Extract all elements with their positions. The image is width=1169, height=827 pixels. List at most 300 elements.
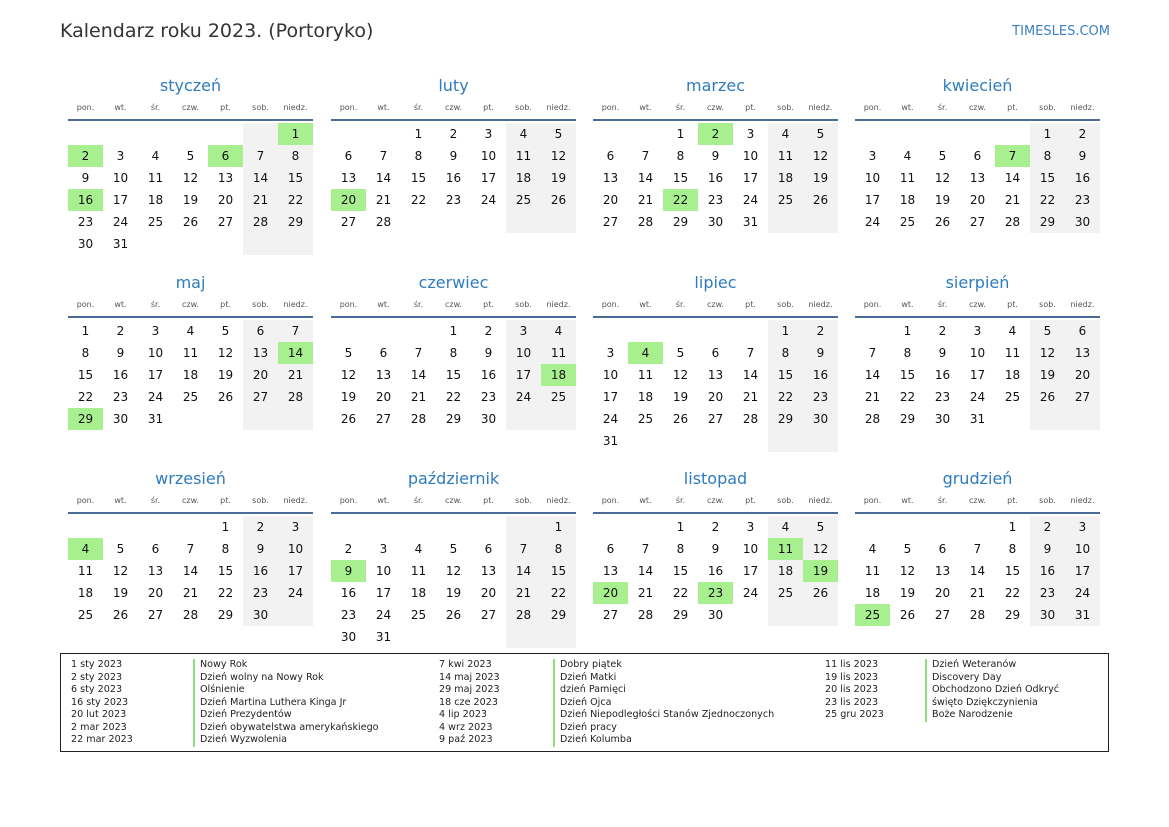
brand-link[interactable]: TIMESLES.COM — [1012, 24, 1110, 39]
holiday-name: Boże Narodzenie — [925, 709, 1013, 722]
day-cell: 22 — [768, 386, 803, 408]
empty-day-cell — [960, 516, 995, 538]
day-cell: 7 — [641, 542, 650, 556]
day-cell: 2 — [1030, 516, 1065, 538]
empty-day-cell — [138, 123, 173, 145]
day-cell: 23 — [934, 390, 951, 404]
day-cell: 4 — [506, 123, 541, 145]
weekday-header — [331, 296, 576, 318]
holiday-name: Dzień pracy — [553, 722, 617, 735]
day-cell: 12 — [182, 171, 199, 185]
holiday-name: Dzień wolny na Nowy Rok — [193, 672, 324, 685]
day-cell: 30 — [243, 604, 278, 626]
day-cell: 27 — [243, 386, 278, 408]
weekday-label: wt. — [639, 103, 652, 112]
day-cell: 28 — [278, 386, 313, 408]
day-cell: 27 — [480, 608, 497, 622]
empty-day-cell — [436, 211, 471, 233]
day-cell: 14 — [375, 171, 392, 185]
month-name: maj — [175, 273, 206, 292]
weekday-label: pon. — [863, 300, 882, 309]
holiday-date: 23 lis 2023 — [825, 696, 879, 708]
empty-day-cell — [890, 516, 925, 538]
holiday-date: 22 mar 2023 — [71, 734, 133, 745]
day-cell: 23 — [803, 386, 838, 408]
weekday-label: niedz. — [808, 103, 833, 112]
empty-day-cell — [138, 516, 173, 538]
day-cell: 28 — [243, 211, 278, 233]
day-cell: 22 — [1004, 586, 1021, 600]
holiday-day-cell: 19 — [803, 560, 838, 582]
day-cell: 7 — [278, 320, 313, 342]
day-cell: 22 — [410, 193, 427, 207]
day-cell: 31 — [112, 237, 129, 251]
day-cell: 7 — [868, 346, 877, 360]
weekday-label: wt. — [377, 496, 390, 505]
weekday-label: niedz. — [808, 300, 833, 309]
day-cell: 29 — [1004, 608, 1021, 622]
day-cell: 22 — [899, 390, 916, 404]
day-cell: 1 — [81, 324, 90, 338]
day-cell: 31 — [147, 412, 164, 426]
month-block — [331, 270, 576, 430]
day-cell: 13 — [1065, 342, 1100, 364]
day-cell: 3 — [973, 324, 982, 338]
day-cell: 15 — [77, 368, 94, 382]
day-cell: 2 — [344, 542, 353, 556]
day-cell: 3 — [746, 127, 755, 141]
empty-day-cell — [471, 626, 506, 648]
day-cell: 23 — [1030, 582, 1065, 604]
day-cell: 30 — [803, 408, 838, 430]
day-cell: 10 — [375, 564, 392, 578]
holiday-day-cell: 4 — [628, 342, 663, 364]
weekday-label: niedz. — [808, 496, 833, 505]
day-cell: 3 — [1065, 516, 1100, 538]
day-cell: 10 — [864, 171, 881, 185]
weekday-label: sob. — [515, 103, 532, 112]
day-cell: 7 — [414, 346, 423, 360]
empty-day-cell — [803, 211, 838, 233]
empty-day-cell — [331, 320, 366, 342]
day-cell: 29 — [541, 604, 576, 626]
day-cell: 4 — [541, 320, 576, 342]
holiday-day-cell: 14 — [278, 342, 313, 364]
day-cell: 27 — [934, 608, 951, 622]
holiday-date: 2 mar 2023 — [71, 721, 127, 733]
day-grid — [593, 320, 838, 452]
empty-day-cell — [768, 211, 803, 233]
day-cell: 29 — [672, 608, 689, 622]
day-cell: 8 — [1030, 145, 1065, 167]
empty-day-cell — [366, 123, 401, 145]
weekday-label: pon. — [339, 496, 358, 505]
weekday-header — [68, 99, 313, 121]
day-cell: 2 — [1065, 123, 1100, 145]
day-cell: 9 — [449, 149, 458, 163]
weekday-label: pt. — [1007, 496, 1018, 505]
day-cell: 30 — [707, 608, 724, 622]
day-cell: 18 — [410, 586, 427, 600]
day-cell: 16 — [707, 564, 724, 578]
day-cell: 6 — [711, 346, 720, 360]
day-cell: 21 — [506, 582, 541, 604]
day-cell: 15 — [541, 560, 576, 582]
weekday-label: niedz. — [546, 496, 571, 505]
weekday-label: czw. — [182, 103, 199, 112]
day-cell: 6 — [606, 542, 615, 556]
holiday-day-cell: 4 — [68, 538, 103, 560]
empty-day-cell — [698, 320, 733, 342]
holiday-date: 9 paź 2023 — [439, 734, 493, 745]
day-cell: 6 — [484, 542, 493, 556]
day-cell: 18 — [182, 368, 199, 382]
weekday-label: czw. — [182, 300, 199, 309]
day-cell: 17 — [112, 193, 129, 207]
day-cell: 9 — [116, 346, 125, 360]
holiday-day-cell: 20 — [331, 189, 366, 211]
day-cell: 27 — [375, 412, 392, 426]
weekday-header — [331, 492, 576, 514]
holiday-name: Discovery Day — [925, 672, 1001, 685]
month-block — [593, 73, 838, 233]
weekday-label: wt. — [901, 496, 914, 505]
weekday-header — [593, 296, 838, 318]
day-cell: 3 — [506, 320, 541, 342]
month-name: listopad — [683, 469, 748, 488]
holiday-day-cell: 16 — [68, 189, 103, 211]
holiday-date: 4 lip 2023 — [439, 709, 488, 720]
weekday-label: niedz. — [283, 103, 308, 112]
empty-day-cell — [208, 123, 243, 145]
weekday-label: czw. — [707, 103, 724, 112]
weekday-label: pt. — [220, 496, 231, 505]
empty-day-cell — [366, 320, 401, 342]
day-cell: 4 — [414, 542, 423, 556]
empty-day-cell — [541, 626, 576, 648]
holiday-date: 16 sty 2023 — [71, 696, 129, 708]
day-cell: 16 — [1065, 167, 1100, 189]
empty-day-cell — [995, 123, 1030, 145]
day-cell: 13 — [969, 171, 986, 185]
empty-day-cell — [138, 233, 173, 255]
empty-day-cell — [243, 123, 278, 145]
holiday-name: Nowy Rok — [193, 659, 247, 672]
holiday-date: 7 kwi 2023 — [439, 659, 492, 670]
holiday-name: Dzień Prezydentów — [193, 709, 292, 722]
day-cell: 24 — [742, 586, 759, 600]
day-cell: 24 — [278, 582, 313, 604]
empty-day-cell — [995, 408, 1030, 430]
day-grid — [331, 123, 576, 233]
weekday-label: pon. — [601, 300, 620, 309]
day-cell: 25 — [541, 386, 576, 408]
empty-day-cell — [401, 626, 436, 648]
weekday-label: sob. — [515, 496, 532, 505]
day-cell: 20 — [480, 586, 497, 600]
day-cell: 10 — [742, 542, 759, 556]
day-cell: 28 — [864, 412, 881, 426]
day-cell: 28 — [1004, 215, 1021, 229]
day-cell: 8 — [903, 346, 912, 360]
day-cell: 25 — [768, 582, 803, 604]
weekday-header — [68, 296, 313, 318]
day-cell: 19 — [1030, 364, 1065, 386]
day-cell: 9 — [81, 171, 90, 185]
day-cell: 14 — [637, 171, 654, 185]
empty-day-cell — [173, 233, 208, 255]
day-cell: 17 — [278, 560, 313, 582]
empty-day-cell — [278, 604, 313, 626]
weekday-label: czw. — [969, 496, 986, 505]
holiday-date: 11 lis 2023 — [825, 659, 879, 670]
holiday-name: Obchodzono Dzień Odkryć — [925, 684, 1059, 697]
day-cell: 7 — [186, 542, 195, 556]
holiday-name: dzień Pamięci — [553, 684, 626, 697]
day-cell: 23 — [445, 193, 462, 207]
day-cell: 10 — [112, 171, 129, 185]
empty-day-cell — [1030, 408, 1065, 430]
day-cell: 19 — [445, 586, 462, 600]
day-cell: 27 — [707, 412, 724, 426]
day-cell: 13 — [217, 171, 234, 185]
holiday-day-cell: 2 — [698, 123, 733, 145]
day-cell: 7 — [641, 149, 650, 163]
day-cell: 15 — [1004, 564, 1021, 578]
day-cell: 2 — [803, 320, 838, 342]
day-cell: 29 — [278, 211, 313, 233]
day-cell: 17 — [864, 193, 881, 207]
day-cell: 8 — [768, 342, 803, 364]
day-cell: 29 — [768, 408, 803, 430]
day-cell: 21 — [637, 193, 654, 207]
empty-day-cell — [243, 233, 278, 255]
day-grid — [855, 123, 1100, 233]
day-cell: 3 — [606, 346, 615, 360]
weekday-label: czw. — [445, 496, 462, 505]
weekday-label: sob. — [252, 300, 269, 309]
weekday-label: wt. — [114, 496, 127, 505]
weekday-label: pt. — [1007, 103, 1018, 112]
day-cell: 20 — [707, 390, 724, 404]
day-cell: 11 — [899, 171, 916, 185]
empty-day-cell — [925, 516, 960, 538]
weekday-label: pt. — [745, 103, 756, 112]
day-cell: 14 — [864, 368, 881, 382]
day-cell: 26 — [541, 189, 576, 211]
weekday-label: niedz. — [283, 300, 308, 309]
month-name: kwiecień — [942, 76, 1013, 95]
day-cell: 28 — [969, 608, 986, 622]
weekday-label: śr. — [937, 103, 948, 112]
day-cell: 26 — [899, 608, 916, 622]
day-cell: 19 — [541, 167, 576, 189]
weekday-label: sob. — [515, 300, 532, 309]
empty-day-cell — [663, 320, 698, 342]
holiday-name: Dzień Martina Luthera Kinga Jr — [193, 697, 346, 710]
empty-day-cell — [733, 430, 768, 452]
day-cell: 22 — [77, 390, 94, 404]
weekday-label: pt. — [745, 496, 756, 505]
day-cell: 11 — [147, 171, 164, 185]
day-cell: 21 — [182, 586, 199, 600]
day-cell: 2 — [243, 516, 278, 538]
month-block — [68, 73, 313, 255]
day-cell: 20 — [375, 390, 392, 404]
day-cell: 22 — [445, 390, 462, 404]
day-cell: 2 — [711, 520, 720, 534]
day-cell: 27 — [1065, 386, 1100, 408]
day-cell: 2 — [484, 324, 493, 338]
day-cell: 28 — [742, 412, 759, 426]
day-cell: 17 — [1065, 560, 1100, 582]
empty-day-cell — [593, 320, 628, 342]
weekday-label: pt. — [1007, 300, 1018, 309]
holiday-date: 4 wrz 2023 — [439, 721, 493, 733]
weekday-label: sob. — [777, 103, 794, 112]
weekday-label: śr. — [413, 103, 424, 112]
empty-day-cell — [960, 123, 995, 145]
month-block — [331, 73, 576, 233]
weekday-label: sob. — [1039, 103, 1056, 112]
day-cell: 24 — [864, 215, 881, 229]
day-cell: 24 — [969, 390, 986, 404]
empty-day-cell — [803, 430, 838, 452]
empty-day-cell — [173, 123, 208, 145]
day-cell: 3 — [379, 542, 388, 556]
empty-day-cell — [436, 516, 471, 538]
day-cell: 7 — [506, 538, 541, 560]
day-cell: 6 — [938, 542, 947, 556]
day-cell: 6 — [243, 320, 278, 342]
weekday-label: pon. — [76, 496, 95, 505]
day-cell: 27 — [340, 215, 357, 229]
day-cell: 26 — [1030, 386, 1065, 408]
day-cell: 29 — [1030, 211, 1065, 233]
day-cell: 5 — [344, 346, 353, 360]
day-cell: 19 — [340, 390, 357, 404]
day-cell: 17 — [742, 564, 759, 578]
weekday-label: śr. — [413, 496, 424, 505]
day-cell: 26 — [112, 608, 129, 622]
weekday-label: wt. — [901, 103, 914, 112]
day-grid — [855, 516, 1100, 626]
holiday-day-cell: 1 — [278, 123, 313, 145]
day-cell: 13 — [602, 564, 619, 578]
day-cell: 5 — [903, 542, 912, 556]
day-cell: 9 — [484, 346, 493, 360]
day-cell: 18 — [864, 586, 881, 600]
day-cell: 12 — [541, 145, 576, 167]
day-cell: 3 — [116, 149, 125, 163]
day-cell: 19 — [899, 586, 916, 600]
weekday-label: pt. — [745, 300, 756, 309]
weekday-label: pt. — [483, 496, 494, 505]
day-cell: 26 — [340, 412, 357, 426]
month-name: grudzień — [942, 469, 1013, 488]
day-cell: 27 — [147, 608, 164, 622]
day-cell: 16 — [445, 171, 462, 185]
day-cell: 1 — [1008, 520, 1017, 534]
day-cell: 5 — [938, 149, 947, 163]
weekday-label: niedz. — [1070, 300, 1095, 309]
empty-day-cell — [68, 516, 103, 538]
day-cell: 8 — [414, 149, 423, 163]
day-cell: 23 — [243, 582, 278, 604]
day-cell: 24 — [742, 193, 759, 207]
day-cell: 16 — [112, 368, 129, 382]
holiday-date: 19 lis 2023 — [825, 671, 879, 683]
day-cell: 21 — [637, 586, 654, 600]
day-cell: 5 — [221, 324, 230, 338]
day-cell: 7 — [379, 149, 388, 163]
day-cell: 29 — [672, 215, 689, 229]
day-cell: 14 — [243, 167, 278, 189]
weekday-label: pon. — [601, 103, 620, 112]
day-cell: 23 — [112, 390, 129, 404]
weekday-label: czw. — [969, 103, 986, 112]
holiday-name: Olśnienie — [193, 684, 245, 697]
empty-day-cell — [471, 516, 506, 538]
weekday-label: pon. — [863, 496, 882, 505]
day-cell: 16 — [707, 171, 724, 185]
day-cell: 9 — [243, 538, 278, 560]
day-cell: 19 — [182, 193, 199, 207]
day-cell: 5 — [186, 149, 195, 163]
weekday-label: niedz. — [546, 300, 571, 309]
day-cell: 20 — [147, 586, 164, 600]
day-cell: 1 — [449, 324, 458, 338]
day-cell: 10 — [602, 368, 619, 382]
day-cell: 31 — [1065, 604, 1100, 626]
empty-day-cell — [628, 320, 663, 342]
weekday-label: śr. — [150, 496, 161, 505]
day-cell: 21 — [969, 586, 986, 600]
empty-day-cell — [243, 408, 278, 430]
day-cell: 17 — [742, 171, 759, 185]
day-cell: 17 — [375, 586, 392, 600]
day-cell: 13 — [340, 171, 357, 185]
day-cell: 11 — [182, 346, 199, 360]
day-grid — [331, 516, 576, 648]
holiday-date: 25 gru 2023 — [825, 709, 884, 720]
day-cell: 24 — [480, 193, 497, 207]
weekday-header — [593, 492, 838, 514]
empty-day-cell — [506, 626, 541, 648]
day-cell: 30 — [707, 215, 724, 229]
weekday-label: sob. — [777, 300, 794, 309]
day-cell: 1 — [414, 127, 423, 141]
day-cell: 31 — [375, 630, 392, 644]
day-cell: 3 — [868, 149, 877, 163]
day-grid — [593, 123, 838, 233]
day-cell: 6 — [344, 149, 353, 163]
day-cell: 30 — [112, 412, 129, 426]
day-cell: 18 — [899, 193, 916, 207]
day-cell: 5 — [116, 542, 125, 556]
day-cell: 29 — [445, 412, 462, 426]
day-cell: 2 — [938, 324, 947, 338]
empty-day-cell — [506, 211, 541, 233]
holiday-name: Dzień Wyzwolenia — [193, 734, 287, 747]
day-cell: 22 — [217, 586, 234, 600]
weekday-label: pon. — [863, 103, 882, 112]
empty-day-cell — [401, 320, 436, 342]
day-cell: 16 — [340, 586, 357, 600]
empty-day-cell — [471, 211, 506, 233]
holiday-day-cell: 7 — [995, 145, 1030, 167]
empty-day-cell — [208, 408, 243, 430]
